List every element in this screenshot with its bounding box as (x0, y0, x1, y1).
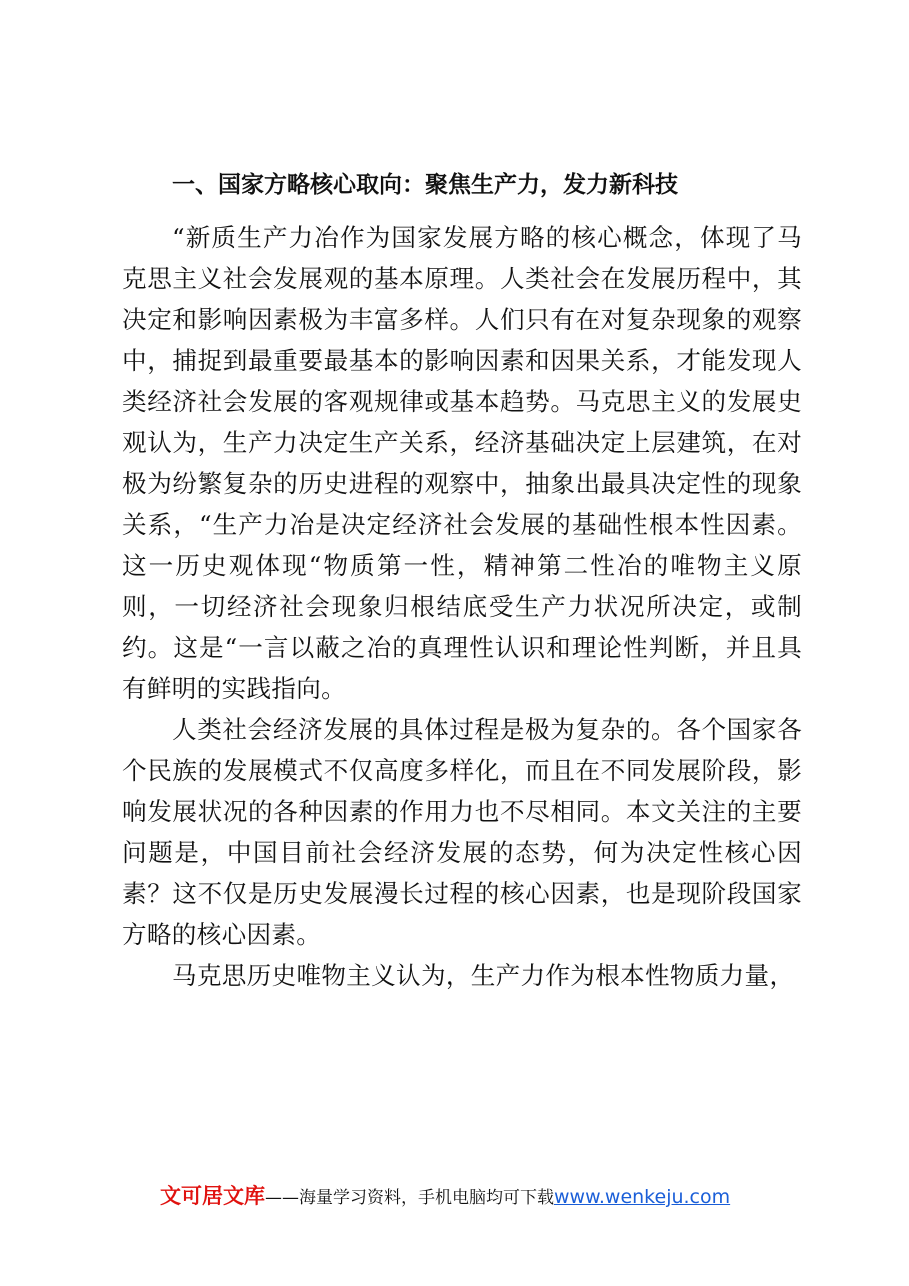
footer-banner (160, 1182, 780, 1212)
paragraph-1: “新质生产力冶作为国家发展方略的核心概念，体现了马克思主义社会发展观的基本原理。人类社会在发展历程中，其决定和影响因素极为丰富多样。人们只有在对复杂现象的观察中，捕捉到最重要最基本的影响因素和因果关系，才能发现人类经济社会发展的客观规律或基本趋势。马克思主义的发展史观认为，生产力决定生产关系，经济基础决定上层建筑，在对极为纷繁复杂的历史进程的观察中，抽象出最具决定性的现象关系，“生产力冶是决定经济社会发展的基础性根本性因素。这一历史观体现“物质第一性，精神第二性冶的唯物主义原则，一切经济社会现象归根结底受生产力状况所决定，或制约。这是“一言以蔽之冶的真理性认识和理论性判断，并且具有鲜明的实践指向。 (122, 223, 802, 703)
paragraph-3: 马克思历史唯物主义认为，生产力作为根本性物质力量， (172, 961, 795, 990)
document-body (122, 217, 802, 996)
section-heading: 一、国家方略核心取向：聚焦生产力，发力新科技 (172, 172, 678, 198)
paragraph-2: 人类社会经济发展的具体过程是极为复杂的。各个国家各个民族的发展模式不仅高度多样化，而且在不同发展阶段，影响发展状况的各种因素的作用力也不尽相同。本文关注的主要问题是，中国目前社会经济发展的态势，何为决定性核心因素？这不仅是历史发展漫长过程的核心因素，也是现阶段国家方略的核心因素。 (122, 715, 802, 949)
footer-tagline: ——海量学习资料，手机电脑均可下载 (265, 1188, 554, 1208)
footer-link[interactable]: www.wenkeju.com (554, 1186, 731, 1208)
footer-brand: 文可居文库 (160, 1184, 265, 1208)
